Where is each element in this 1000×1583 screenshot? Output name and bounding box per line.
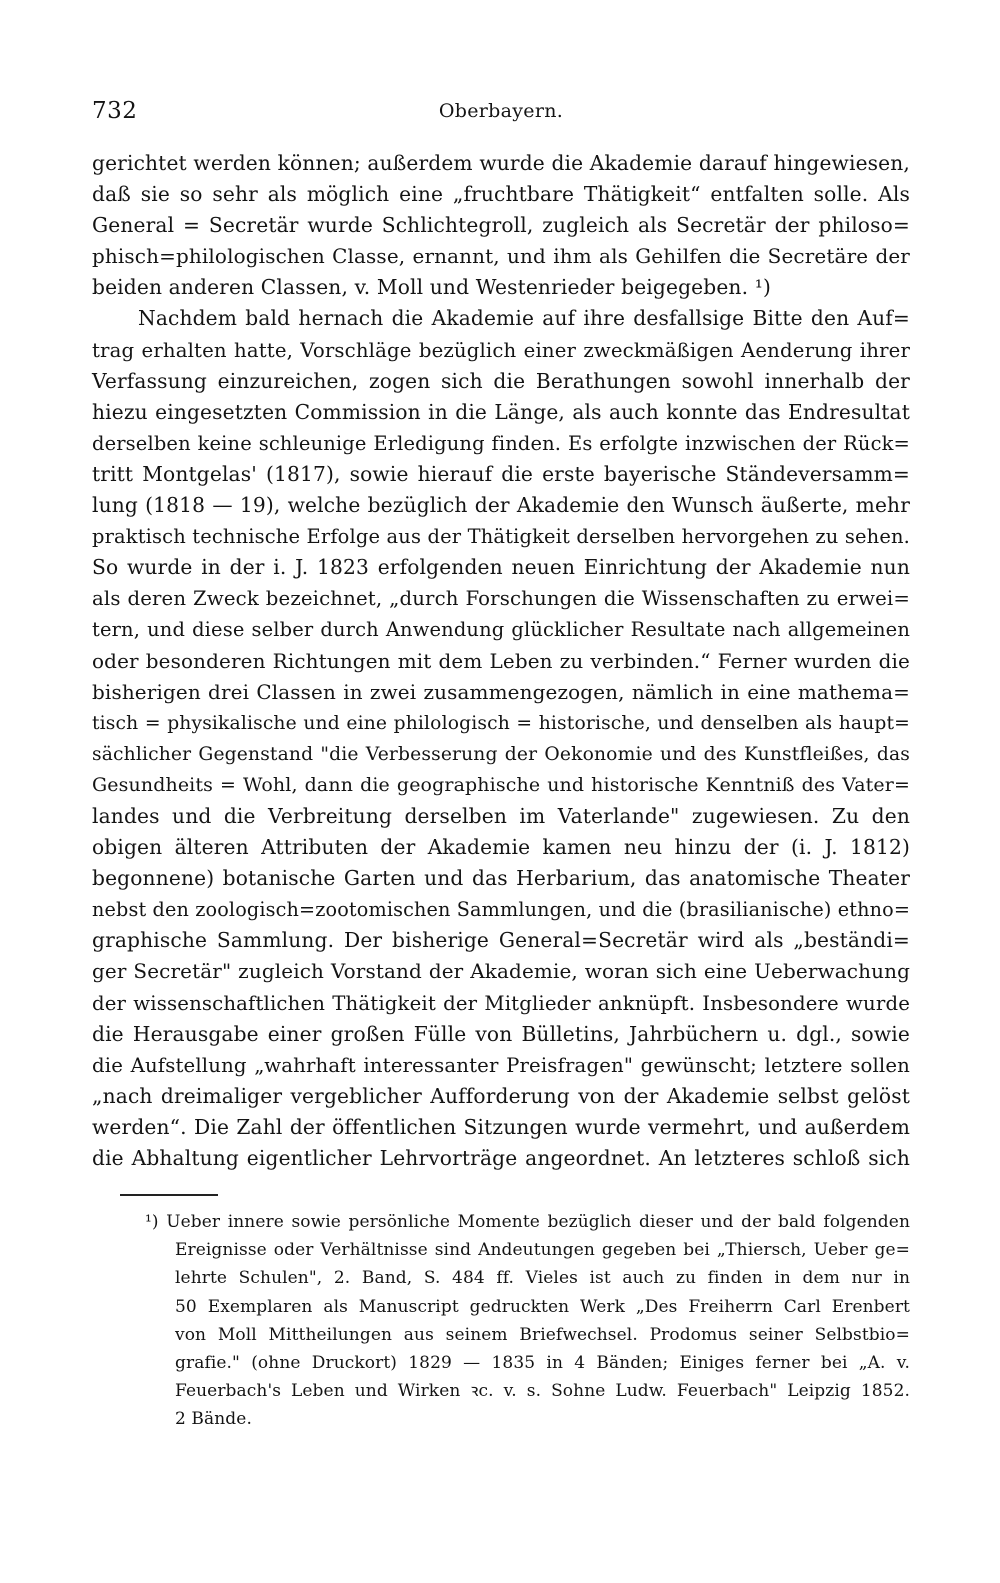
footnotes: [145, 1208, 910, 1434]
text-line: praktisch technische Erfolge aus der Thätigkeit derselben hervorgehen zu sehen.: [92, 525, 910, 549]
body-text: [92, 148, 910, 1174]
text-line: werden“. Die Zahl der öffentlichen Sitzungen wurde vermehrt, und außerdem: [92, 1114, 910, 1139]
footnote-line: grafie." (ohne Druckort) 1829 — 1835 in 4 Bänden; Einiges ferner bei „A. v.: [175, 1352, 910, 1373]
footnote-rule: [120, 1194, 218, 1196]
text-line: trag erhalten hatte, Vorschläge bezüglich einer zweckmäßigen Aenderung ihrer: [92, 338, 910, 362]
text-line: beiden anderen Classen, v. Moll und Westenrieder beigegeben. ¹): [92, 275, 771, 300]
text-line: landes und die Verbreitung derselben im Vaterlande" zugewiesen. Zu den: [92, 803, 910, 828]
text-line: nebst den zoologisch=zootomischen Sammlungen, und die (brasilianische) ethno=: [92, 898, 911, 922]
text-line: tritt Montgelas' (1817), sowie hierauf die erste bayerische Ständeversamm=: [92, 461, 910, 486]
text-line: die Aufstellung „wahrhaft interessanter Preisfragen" gewünscht; letztere sollen: [92, 1053, 910, 1077]
footnote-line: von Moll Mittheilungen aus seinem Briefwechsel. Prodomus seiner Selbstbio=: [175, 1324, 910, 1345]
text-line: ger Secretär" zugleich Vorstand der Akademie, woran sich eine Ueberwachung: [92, 959, 910, 984]
text-line: tisch = physikalische und eine philologisch = historische, und denselben als haupt=: [92, 712, 910, 734]
text-line: graphische Sammlung. Der bisherige General=Secretär wird als „beständi=: [92, 928, 910, 953]
text-line: der wissenschaftlichen Thätigkeit der Mitglieder anknüpft. Insbesondere wurde: [92, 991, 910, 1015]
running-head: Oberbayern.: [438, 100, 564, 122]
text-line: die Abhaltung eigentlicher Lehrvorträge angeordnet. An letzteres schloß sich: [92, 1146, 910, 1170]
text-line: hiezu eingesetzten Commission in die Länge, als auch konnte das Endresultat: [92, 399, 910, 424]
text-line: „nach dreimaliger vergeblicher Aufforderung von der Akademie selbst gelöst: [92, 1083, 910, 1108]
footnote-line: Ereignisse oder Verhältnisse sind Andeutungen gegeben bei „Thiersch, Ueber ge=: [175, 1240, 910, 1261]
text-line: Verfassung einzureichen, zogen sich die Berathungen sowohl innerhalb der: [92, 368, 910, 393]
text-line: So wurde in der i. J. 1823 erfolgenden neuen Einrichtung der Akademie nun: [92, 555, 910, 580]
text-line: oder besonderen Richtungen mit dem Leben zu verbinden.“ Ferner wurden die: [92, 648, 910, 673]
text-line: bisherigen drei Classen in zwei zusammengezogen, nämlich in eine mathema=: [92, 679, 910, 704]
footnote-line: 50 Exemplaren als Manuscript gedruckten Werk „Des Freiherrn Carl Erenbert: [175, 1296, 910, 1317]
footnote-line: lehrte Schulen", 2. Band, S. 484 ff. Vieles ist auch zu finden in dem nur in: [175, 1268, 910, 1289]
page-header: [92, 98, 910, 132]
text-line: gerichtet werden können; außerdem wurde die Akademie darauf hingewiesen,: [92, 151, 910, 175]
text-line: derselben keine schleunige Erledigung finden. Es erfolgte inzwischen der Rück=: [92, 431, 910, 455]
page-number: 732: [92, 98, 138, 124]
text-line: obigen älteren Attributen der Akademie kamen neu hinzu der (i. J. 1812): [92, 835, 910, 860]
text-line: phisch=philologischen Classe, ernannt, und ihm als Gehilfen die Secretäre der: [92, 244, 910, 269]
text-line: tern, und diese selber durch Anwendung glücklicher Resultate nach allgemeinen: [92, 618, 910, 642]
text-line: Gesundheits = Wohl, dann die geographische und historische Kenntniß des Vater=: [92, 773, 910, 796]
text-line: begonnene) botanische Garten und das Herbarium, das anatomische Theater: [92, 866, 910, 891]
footnote-line: Feuerbach's Leben und Wirken ꝛc. v. s. Sohne Ludw. Feuerbach" Leipzig 1852.: [175, 1381, 910, 1402]
text-line: als deren Zweck bezeichnet, „durch Forschungen die Wissenschaften zu erwei=: [92, 587, 910, 611]
text-line: die Herausgabe einer großen Fülle von Bülletins, Jahrbüchern u. dgl., sowie: [92, 1021, 910, 1046]
text-line: General = Secretär wurde Schlichtegroll, zugleich als Secretär der philoso=: [92, 213, 910, 238]
text-line: Nachdem bald hernach die Akademie auf ihre desfallsige Bitte den Auf=: [138, 306, 910, 331]
text-line: lung (1818 — 19), welche bezüglich der Akademie den Wunsch äußerte, mehr: [92, 493, 910, 518]
footnote-line: ¹) Ueber innere sowie persönliche Momente bezüglich dieser und der bald folgenden: [145, 1212, 910, 1232]
text-line: sächlicher Gegenstand "die Verbesserung der Oekonomie und des Kunstfleißes, das: [92, 743, 910, 765]
footnote-line: 2 Bände.: [175, 1409, 252, 1430]
text-line: daß sie so sehr als möglich eine „fruchtbare Thätigkeit“ entfalten solle. Als: [92, 182, 910, 207]
